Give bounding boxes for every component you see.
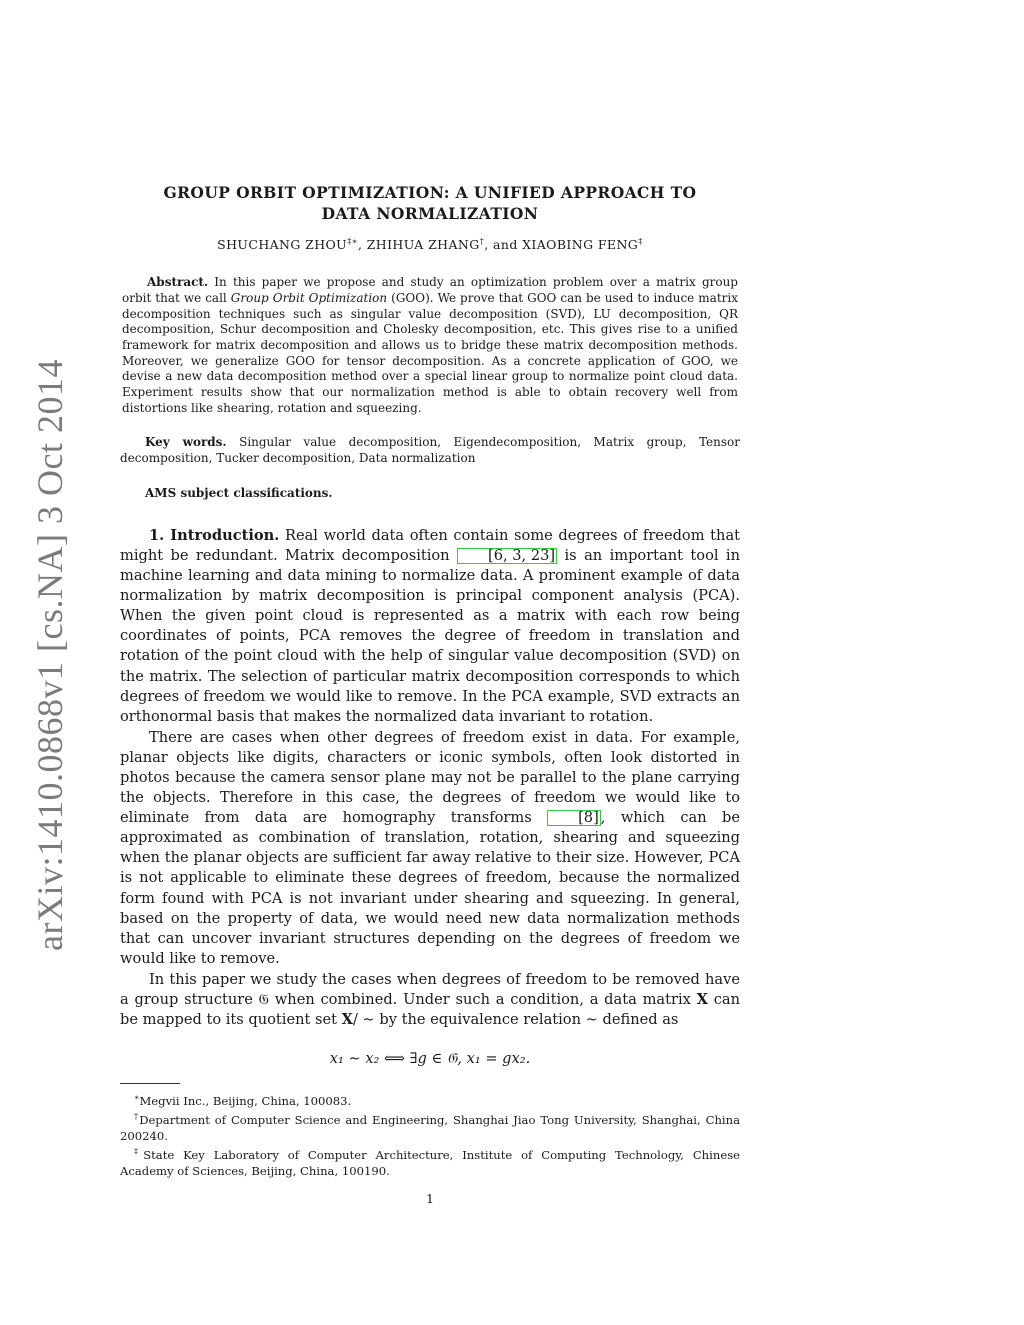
math-group-symbol: 𝔊 bbox=[258, 991, 270, 1009]
footnote bbox=[120, 1144, 740, 1179]
abstract-text: In this paper we propose and study an optimization problem over a matrix group orbit that we call bbox=[122, 275, 738, 305]
author-list bbox=[120, 237, 740, 252]
citation-link[interactable]: [6, 3, 23] bbox=[457, 548, 557, 564]
paragraph-text: There are cases when other degrees of freedom exist in data. For example, planar objects like digits, characters or iconic symbols, often look distorted in photos because the camera sensor plane may not be parallel to the plane carrying the objects. Therefore in this case, the degrees of freedom we would like to eliminate from data are homography transforms bbox=[120, 728, 740, 827]
paper-page bbox=[120, 182, 740, 1206]
ams-classifications: AMS subject classifications. bbox=[145, 485, 333, 500]
footnote-text: Megvii Inc., Beijing, China, 100083. bbox=[139, 1094, 352, 1109]
paragraph-text: Real world data often contain some degrees of freedom that might be redundant. Matrix decomposition bbox=[120, 526, 741, 564]
page-number: 1 bbox=[426, 1190, 434, 1206]
footnote-mark: ‡ bbox=[134, 1146, 144, 1156]
footnote bbox=[120, 1090, 740, 1109]
author-separator: , bbox=[357, 237, 367, 253]
paragraph-text: / ∼ by the equivalence relation ∼ defined as bbox=[352, 1011, 679, 1029]
author-separator: , and bbox=[484, 237, 523, 253]
footnote-mark: † bbox=[134, 1112, 140, 1122]
footnotes bbox=[120, 1090, 740, 1179]
title-line-1: GROUP ORBIT OPTIMIZATION: A UNIFIED APPROACH TO bbox=[163, 183, 697, 202]
footnote-divider bbox=[120, 1083, 180, 1084]
abstract-text: (GOO). We prove that GOO can be used to induce matrix decomposition techniques such as singular value decomposition (SVD), LU decomposition, QR decomposition, Schur decomposition and Cholesky decomposition, etc. This gives rise to a unified framework for matrix decomposition and allows us to bridge these matrix decomposition methods. Moreover, we generalize GOO for tensor decomposition. As a concrete application of GOO, we devise a new data decomposition method over a special linear group to normalize point cloud data. Experiment results show that our normalization method is able to obtain recovery well from distortions like shearing, rotation and squeezing. bbox=[122, 290, 738, 415]
keywords bbox=[120, 435, 740, 466]
section-heading: 1. Introduction. bbox=[149, 526, 280, 544]
paragraph bbox=[120, 526, 740, 727]
author-name: XIAOBING FENG bbox=[522, 237, 639, 253]
math-matrix-symbol: X bbox=[341, 1011, 353, 1029]
author-affiliation-marks: † bbox=[479, 237, 485, 247]
arxiv-identifier-stamp: arXiv:1410.0868v1 [cs.NA] 3 Oct 2014 bbox=[30, 359, 70, 951]
keywords-label: Key words. bbox=[145, 435, 227, 450]
abstract bbox=[120, 275, 740, 416]
footnote-text: Department of Computer Science and Engineering, Shanghai Jiao Tong University, Shanghai, China 200240. bbox=[120, 1112, 741, 1143]
paragraph-text: when combined. Under such a condition, a data matrix bbox=[269, 991, 697, 1009]
footnote bbox=[120, 1109, 740, 1144]
paragraph-text: , which can be approximated as combination of translation, rotation, shearing and squeezing when the planar objects are sufficient far away relative to their size. However, PCA is not applicable to eliminate these degrees of freedom, because the normalized form found with PCA is not invariant under shearing and squeezing. In general, based on the property of data, we would need new data normalization methods that can uncover invariant structures depending on the degrees of freedom we would like to remove. bbox=[120, 809, 740, 967]
abstract-emphasis: Group Orbit Optimization bbox=[230, 290, 388, 305]
paragraph-text: In this paper we study the cases when degrees of freedom to be removed have a group structure bbox=[120, 970, 740, 1009]
title-line-2: DATA NORMALIZATION bbox=[321, 204, 539, 223]
author-affiliation-marks: ‡ bbox=[638, 237, 643, 247]
footnote-mark: ∗ bbox=[134, 1093, 140, 1103]
paragraph-text: is an important tool in machine learning and data mining to normalize data. A prominent example of data normalization by matrix decomposition is principal component analysis (PCA). When the given point cloud is represented as a matrix with each row being coordinates of points, PCA removes the degree of freedom in translation and rotation of the point cloud with the help of singular value decomposition (SVD) on the matrix. The selection of particular matrix decomposition corresponds to which degrees of freedom we would like to remove. In the PCA example, SVD extracts an orthonormal basis that makes the normalized data invariant to rotation. bbox=[120, 546, 740, 725]
keywords-text: Singular value decomposition, Eigendecomposition, Matrix group, Tensor decomposition, Tucker decomposition, Data normalization bbox=[120, 435, 740, 466]
introduction-section bbox=[120, 526, 740, 1030]
citation-link[interactable]: [8] bbox=[547, 810, 601, 826]
footnote-text: State Key Laboratory of Computer Architecture, Institute of Computing Technology, Chinese Academy of Sciences, Beijing, China, 100190. bbox=[120, 1147, 741, 1178]
abstract-label: Abstract. bbox=[147, 275, 209, 290]
paragraph bbox=[120, 728, 740, 969]
display-equation: x₁ ∼ x₂ ⟺ ∃g ∈ 𝔊, x₁ = gx₂. bbox=[329, 1050, 531, 1068]
paragraph bbox=[120, 970, 740, 1030]
author-affiliation-marks: ‡∗ bbox=[347, 237, 358, 247]
author-name: ZHIHUA ZHANG bbox=[366, 237, 480, 253]
math-matrix-symbol: X bbox=[696, 991, 708, 1009]
paragraph-text: can be mapped to its quotient set bbox=[120, 991, 740, 1029]
paper-title bbox=[120, 182, 740, 224]
author-name: SHUCHANG ZHOU bbox=[217, 237, 348, 253]
